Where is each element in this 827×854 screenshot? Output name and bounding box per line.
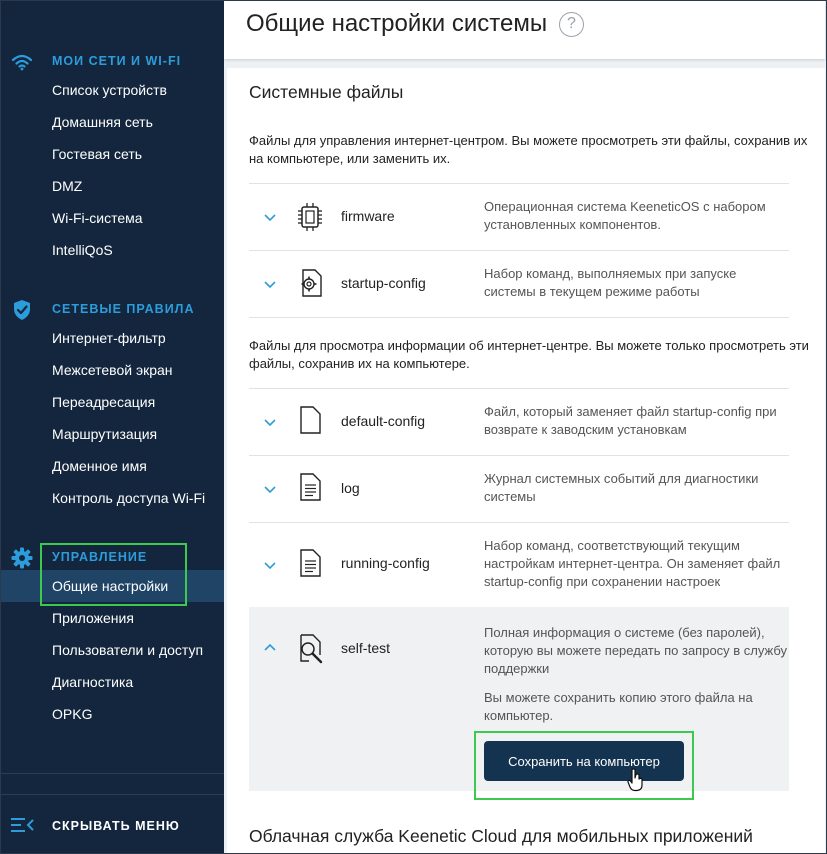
file-row-running-config[interactable] (249, 523, 789, 606)
readonly-files-description: Файлы для просмотра информации об интернет-центре. Вы можете только просмотреть эти файлы, сохранив их на компьютере. (249, 338, 809, 371)
sidebar-item-opkg[interactable]: OPKG (52, 706, 93, 722)
search-file-icon (297, 633, 325, 665)
file-row-startup-config[interactable] (249, 251, 789, 317)
page-title: Общие настройки системы (246, 10, 548, 37)
wifi-icon (11, 51, 33, 73)
file-name: self-test (341, 640, 391, 656)
section-title-system-files: Системные файлы (249, 82, 404, 102)
sidebar-item-wifi-access-control[interactable]: Контроль доступа Wi-Fi (52, 490, 206, 506)
help-icon[interactable]: ? (559, 12, 584, 37)
file-description: Операционная система KeeneticOS с набором установленных компонентов. (484, 199, 766, 232)
self-test-note: Вы можете сохранить копию этого файла на компьютер. (484, 690, 753, 723)
row-divider (249, 317, 789, 318)
file-name: running-config (341, 555, 430, 571)
collapse-menu-icon (11, 817, 33, 835)
chevron-down-icon[interactable] (263, 277, 277, 291)
sidebar-item-diagnostics[interactable]: Диагностика (52, 674, 134, 690)
sidebar-section-title: СЕТЕВЫЕ ПРАВИЛА (52, 302, 195, 316)
file-description: Журнал системных событий для диагностики системы (484, 471, 759, 504)
gear-file-icon (297, 268, 323, 298)
sidebar-item-routing[interactable]: Маршрутизация (52, 426, 158, 442)
gear-icon (11, 547, 33, 569)
sidebar-item-users-access[interactable]: Пользователи и доступ (52, 642, 204, 658)
highlight-frame-menu (40, 543, 187, 606)
chevron-down-icon[interactable] (263, 558, 277, 572)
file-description: Файл, который заменяет файл startup-config при возврате к заводским установкам (484, 404, 777, 437)
highlight-frame-button (474, 731, 694, 800)
main-content (224, 1, 826, 853)
sidebar-item-port-forwarding[interactable]: Переадресация (52, 394, 156, 410)
text-file-icon (297, 548, 323, 578)
file-row-default-config[interactable] (249, 389, 789, 455)
collapse-menu-button[interactable] (1, 809, 224, 843)
file-name: firmware (341, 208, 395, 224)
chevron-down-icon[interactable] (263, 210, 277, 224)
chip-icon (297, 202, 323, 232)
sidebar-section-title: УПРАВЛЕНИЕ (52, 550, 148, 564)
file-description: Полная информация о системе (без паролей), которую вы можете передать по запросу в службу поддержки (484, 625, 788, 676)
text-file-icon (297, 472, 323, 502)
file-name: startup-config (341, 275, 426, 291)
chevron-up-icon[interactable] (263, 641, 277, 655)
sidebar-item-domain-name[interactable]: Доменное имя (52, 458, 147, 474)
system-files-card (227, 68, 825, 853)
sidebar-item-dmz[interactable]: DMZ (52, 178, 83, 194)
save-to-computer-button[interactable]: Сохранить на компьютер (484, 741, 684, 781)
sidebar-divider (1, 773, 224, 774)
sidebar-section-network-rules (1, 299, 224, 321)
sidebar-item-home-network[interactable]: Домашняя сеть (52, 114, 153, 130)
section-title-keenetic-cloud: Облачная служба Keenetic Cloud для мобильных приложений (249, 826, 753, 846)
blank-file-icon (297, 405, 323, 435)
page-header (224, 1, 825, 59)
file-description: Набор команд, выполняемых при запуске системы в текущем режиме работы (484, 266, 737, 299)
file-name: default-config (341, 413, 426, 429)
shield-icon (11, 299, 33, 321)
sidebar-item-intelliqos[interactable]: IntelliQoS (52, 242, 113, 258)
sidebar-item-wifi-system[interactable]: Wi-Fi-система (52, 210, 143, 226)
sidebar-section-title: МОИ СЕТИ И WI-FI (52, 54, 182, 68)
sidebar-item-internet-filter[interactable]: Интернет-фильтр (52, 330, 166, 346)
sidebar-item-guest-network[interactable]: Гостевая сеть (52, 146, 143, 162)
sidebar-item-applications[interactable]: Приложения (52, 610, 134, 626)
sidebar-item-general-settings[interactable]: Общие настройки (1, 570, 224, 602)
collapse-menu-label: СКРЫВАТЬ МЕНЮ (52, 819, 180, 833)
chevron-down-icon[interactable] (263, 482, 277, 496)
sidebar-section-my-networks (1, 51, 224, 73)
file-row-firmware[interactable] (249, 184, 789, 250)
chevron-down-icon[interactable] (263, 415, 277, 429)
sidebar (1, 1, 224, 853)
file-name: log (341, 480, 360, 496)
file-row-log[interactable] (249, 456, 789, 522)
file-description: Набор команд, соответствующий текущим настройкам интернет-центра. Он заменяет файл startup-config при сохранении настроек (484, 538, 781, 589)
sidebar-divider (1, 794, 224, 795)
editable-files-description: Файлы для управления интернет-центром. Вы можете просмотреть эти файлы, сохранив их на компьютере, или заменить их. (249, 133, 808, 166)
sidebar-item-firewall[interactable]: Межсетевой экран (52, 362, 173, 378)
sidebar-item-device-list[interactable]: Список устройств (52, 82, 167, 98)
